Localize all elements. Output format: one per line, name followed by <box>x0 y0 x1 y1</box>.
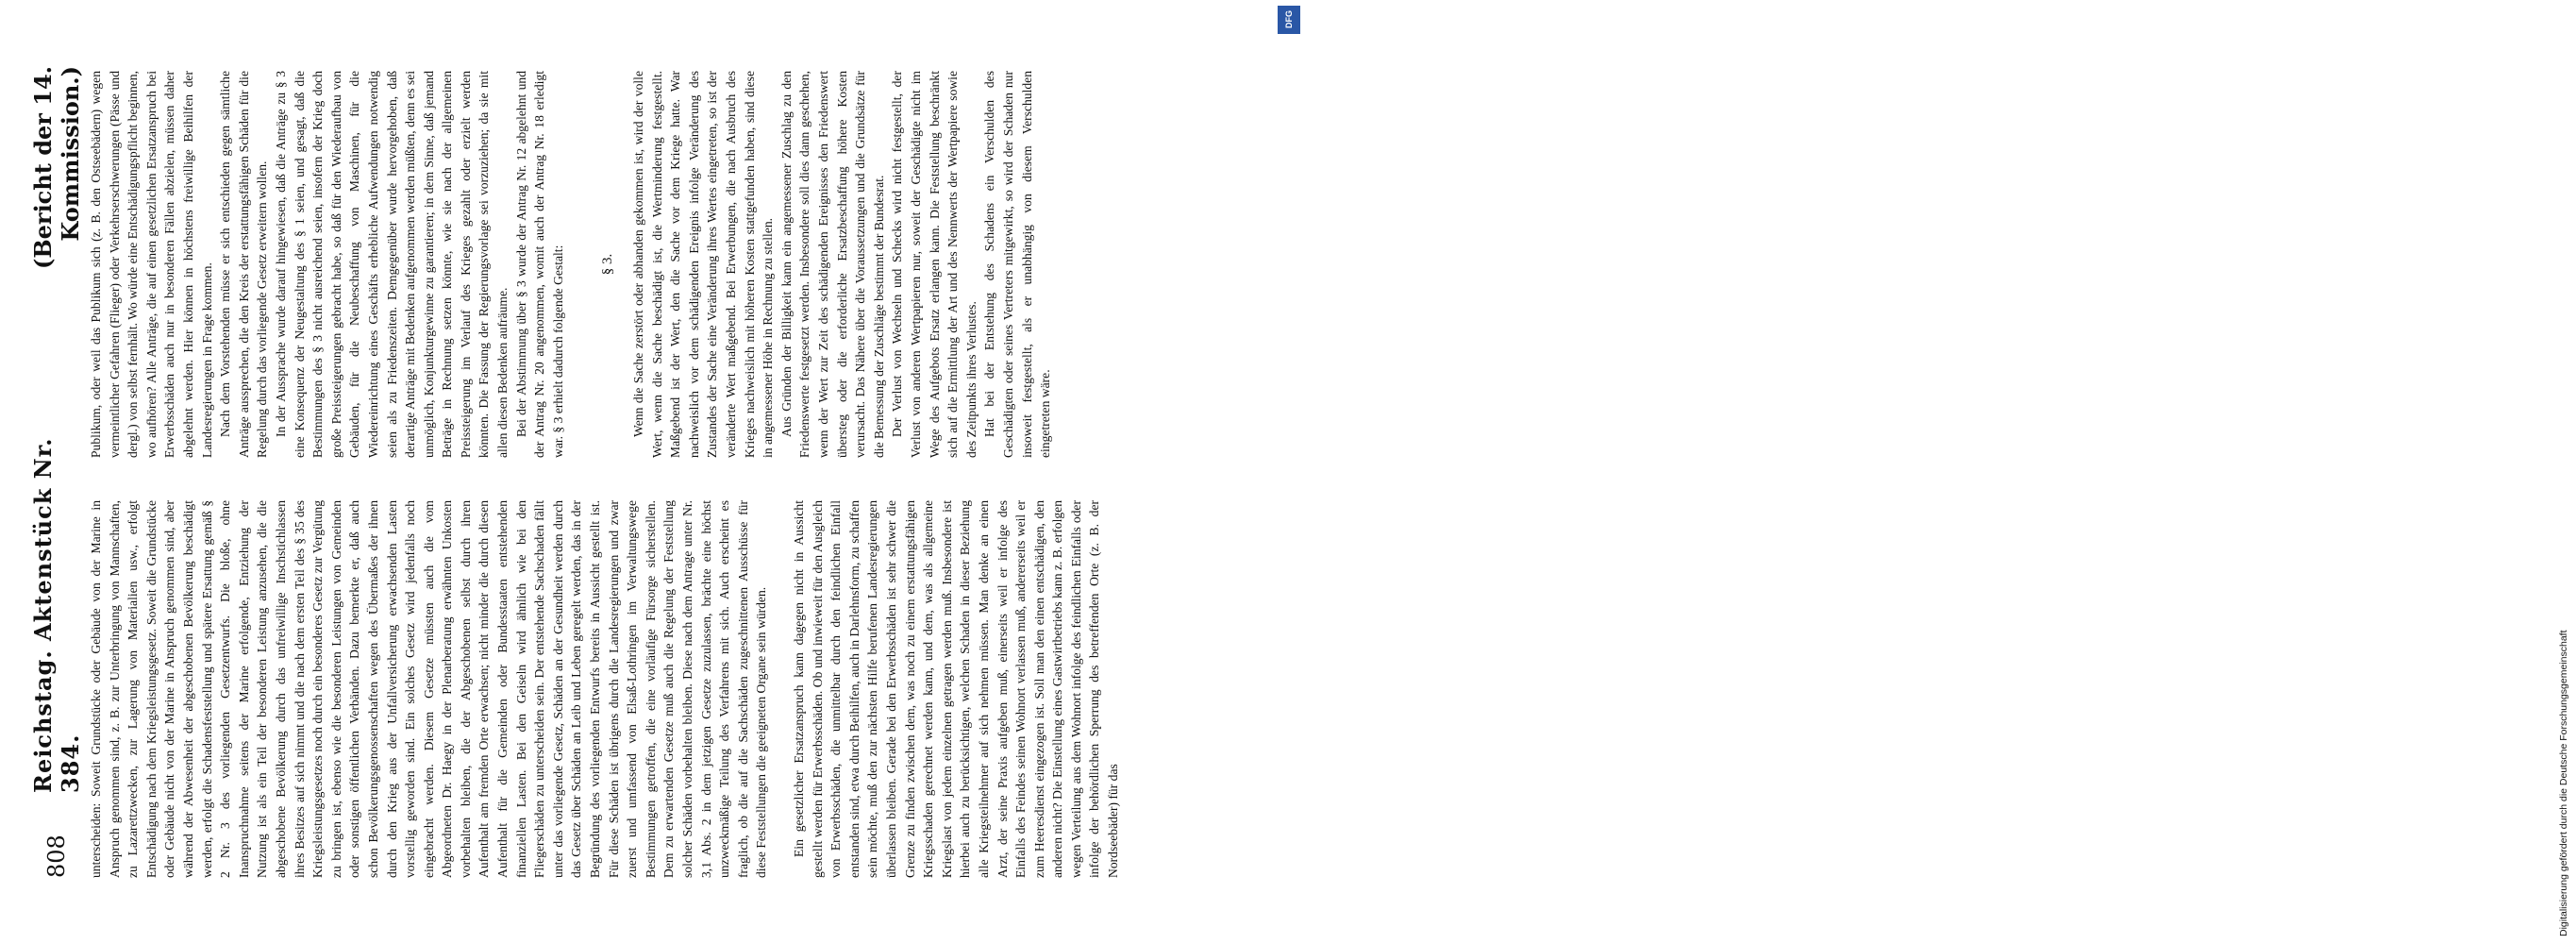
right-paragraph-2: Nach dem Vorstehenden müsse er sich entschieden gegen sämtliche Anträge aussprechen, die den Kreis der erstattungsfähigen Schäden für die Regelung durch das vorliegende Gesetz erweitern wollen. <box>218 71 270 458</box>
left-column <box>87 500 1123 878</box>
right-paragraph-5: Wenn die Sache zerstört oder abhanden gekommen ist, wird der volle Wert, wenn die Sache beschädigt ist, die Wertminderung festgestellt. Maßgebend ist der Wert, den die Sache vor dem Kriege hatte. War nachweislich vor dem schädigenden Ereignis infolge Veränderung des Zustandes der Sache eine Veränderung ihres Wertes eingetreten, so ist der veränderte Wert maßgebend. Bei Erwerbungen, die nach Ausbruch des Krieges nachweislich mit höheren Kosten stattgefunden haben, sind diese in angemessener Höhe in Rechnung zu stellen. <box>631 71 776 458</box>
page-number: 808 <box>43 834 70 878</box>
funding-note: Digitalisierung gefördert durch die Deutsche Forschungsgemeinschaft <box>2558 630 2569 936</box>
right-paragraph-4: Bei der Abstimmung über § 3 wurde der Antrag Nr. 12 abgelehnt und der Antrag Nr. 20 angenommen, womit auch der Antrag Nr. 18 erledigt war. § 3 erhielt dadurch folgende Gestalt: <box>513 71 565 458</box>
right-paragraph-7: Der Verlust von Wechseln und Schecks wird nicht festgestellt, der Verlust von anderen Wertpapieren nur, soweit der Geschädigte nicht im Wege des Aufgebots Ersatz erlangen kann. Die Feststellung beschränkt sich auf die Ermittlung der Art und des Nennwerts der Wertpapiere sowie des Zeitpunkts ihres Verlustes. <box>890 71 979 458</box>
left-paragraph-1: unterscheiden: Soweit Grundstücke oder Gebäude von der Marine in Anspruch genommen sind, z. B. zur Unterbringung von Mannschaften, zu Lazarettzwecken, zur Lagerung von Materialien usw., erfolgt Entschädigung nach dem Kriegsleistungsgesetz. Soweit die Grundstücke oder Gebäude nicht von der Marine in Anspruch genommen sind, aber während der Abwesenheit der abgeschobenen Bevölkerung beschädigt werden, erfolgt die Schadensfeststellung und spätere Ersattung gemäß § 2 Nr. 3 des vorliegenden Gesetzentwurfs. Die bloße, ohne Inanspruchnahme seitens der Marine erfolgende, Entziehung der Nutzung ist als ein Teil der besonderen Leistung anzusehen, die die abgeschobene Bevölkerung durch das unfreiwillige Inschstichlassen ihres Besitzes auf sich nimmt und die nach dem ersten Teil des § 35 des Kriegsleistungsgesetzes noch durch ein besonderes Gesetz zur Vergütung zu bringen ist, ebenso wie die besonderen Leistungen von Gemeinden oder sonstigen öffentlichen Verbänden. Dazu bemerkte er, daß auch schon Bevölkerungsgenossenschaften wegen des Übermaßes der ihnen durch den Krieg aus der Unfallversicherung erwachsenden Lasten vorstellig geworden sind. Ein solches Gesetz wird jedenfalls noch eingebracht werden. Diesem Gesetze müssten auch die vom Abgeordneten Dr. Haegy in der Plenarberatung erwähnten Unkosten vorbehalten bleiben, die der Abgeschobenen selbst durch ihren Aufenthalt am fremden Orte erwachsen; nicht minder die durch diesen Aufenthalt für die Gemeinden oder Bundesstaaten entstehenden finanziellen Lasten. Bei den Geiseln wird ähnlich wie bei den Fliegerschäden zu unterscheiden sein. Der entstehende Sachschaden fällt unter das vorliegende Gesetz, Schäden an der Gesundheit werden durch das Gesetz über Schäden an Leib und Leben geregelt werden, das in der Begründung des vorliegenden Entwurfs bereits in Aussicht gestellt ist. Für diese Schäden ist übrigens durch die Landesregierungen und zwar zuerst und umfassend von Elsaß-Lothringen im Verwaltungswege Bestimmungen getroffen, die eine vorläufige Fürsorge sicherstellen. Dem zu erwartenden Gesetze muß auch die Regelung der Feststellung solcher Schäden vorbehalten bleiben. Diese nach dem Antrage unter Nr. 3,1 Abs. 2 in dem jetzigen Gesetze zuzulassen, brächte eine höchst unzweckmäßige Teilung des Verfahrens mit sich. Auch erscheint es fraglich, ob die auf die Sachschäden zugeschnittenen Ausschüsse für diese Feststellungen die geeigneten Organe sein würden. <box>89 500 769 878</box>
page-header <box>29 66 84 878</box>
right-column <box>87 71 1055 458</box>
header-left-title: Reichstag. Aktenstück Nr. 384. <box>29 437 84 793</box>
right-paragraph-1: Publikum, oder weil das Publikum sich (z. B. den Ostseebädern) wegen vermeintlicher Gefahren (Flieger) oder Verkehrserschwerungen (Pässe und dergl.) von selbst fernhält. Wo würde eine Entschädigungspflicht beginnen, wo aufhören? Alle Anträge, die auf einen gesetzlichen Ersatzanspruch bei Erwerbsschäden auch nur in besonderen Fällen abzielen, müssen daher abgelehnt werden. Hier können in höchstens freiwillige Beihilfen der Landesregierungen in Frage kommen. <box>89 71 214 458</box>
section-heading: § 3. <box>600 253 616 276</box>
dfg-logo: DFG <box>1278 6 1300 34</box>
right-paragraph-6: Aus Gründen der Billigkeit kann ein angemessener Zuschlag zu den Friedenswerte festgesetzt werden. Insbesondere soll dies dann geschehen, wenn der Wert zur Zeit des schädigenden Ereignisses den Friedenswert übersteg oder die erforderliche Ersatzbeschaffung höhere Kosten verursacht. Das Nähere über die Voraussetzungen und die Grundsätze für die Bemessung der Zuschläge bestimmt der Bundesrat. <box>778 71 886 458</box>
sidebar-strip <box>1276 0 2569 944</box>
right-paragraph-3: In der Aussprache wurde darauf hingewiesen, daß die Anträge zu § 3 eine Konsequenz der Neugestaltung des § 1 seien, und gesagt, daß die Bestimmungen des § 3 nicht ausreichend seien, insofern der Krieg doch große Preissteigerungen gebracht habe, so daß für den Wiederaufbau von Gebäuden, für die Neubeschaffung von Maschinen, für die Wiedereinrichtung eines Geschäfts erhebliche Aufwendungen notwendig seien als zu Friedenszeiten. Demgegenüber wurde hervorgehoben, daß derartige Anträge mit Bedenken aufgenommen werden müßten, denn es sei unmöglich, Konjunkturgewinne zu garantieren; in dem Sinne, daß jemand Beträge in Rechnung setzen könnte, wie sie nach der allgemeinen Preissteigerung im Verlauf des Krieges gezahlt oder erzielt werden könnten. Die Fassung der Regierungsvorlage sei vorzuziehen; da sie mit allen diesen Bedenken aufräume. <box>273 71 510 458</box>
rotated-page-content <box>0 0 1264 944</box>
header-right-title: (Bericht der 14. Kommission.) <box>29 66 84 269</box>
left-paragraph-2: Ein gesetzlicher Ersatzanspruch kann dagegen nicht in Aussicht gestellt werden für Erwerbsschäden. Ob und inwieweit für den Ausgleich von Erwerbsschäden, die unmittelbar durch den feindlichen Einfall entstanden sind, etwa durch Beihilfen, auch in Darlehnsform, zu schaffen sein möchte, muß den zur nächsten Hilfe berufenen Landesregierungen überlassen bleiben. Gerade bei den Erwerbsschäden ist sehr schwer die Grenze zu finden zwischen dem, was noch zu einem erstattungsfähigen Kriegsschaden gerechnet werden kann, und dem, was als allgemeine Kriegslast von jedem einzelnen getragen werden muß. Insbesondere ist hierbei auch zu berücksichtigen, welchen Schaden in dieser Beziehung alle Kriegsteilnehmer auf sich nehmen müssen. Man denke an einen Arzt, der seine Praxis aufgeben muß, einerseits weil er infolge des Einfalls des Feindes seinen Wohnort verlassen muß, andererseits weil er zum Heeresdienst eingezogen ist. Soll man den einen entschädigen, den anderen nicht? Die Einstellung eines Gastwirtbetriebs kann z. B. erfolgen wegen Verteilung aus dem Wohnort infolge des feindlichen Einfalls oder infolge der behördlichen Sperrung des betreffenden Orte (z. B. der Nordseebäder) für das <box>791 500 1121 878</box>
right-paragraph-8: Hat bei der Entstehung des Schadens ein Verschulden des Geschädigten oder seines Vertreters mitgewirkt, so wird der Schaden nur insoweit festgestellt, als er unabhängig von diesem Verschulden eingetreten wäre. <box>982 71 1053 458</box>
